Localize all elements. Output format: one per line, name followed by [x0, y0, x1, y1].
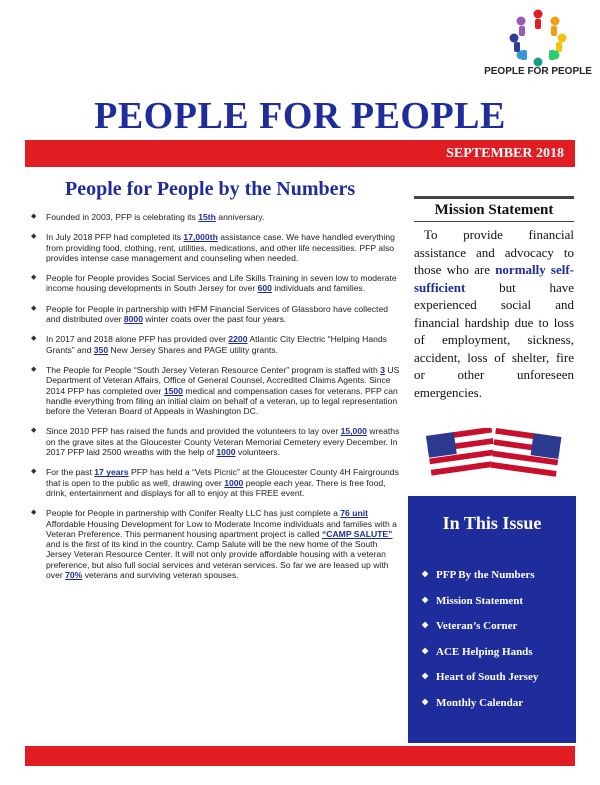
mission-text: To provide financial assistance and advocacy to those who are normally self-sufficient but have experienced social and financial hardship due to loss of employment, sickness, accident, loss of shelter, fire or other unforeseen emergencies. [414, 227, 574, 400]
mission-statement-box [414, 196, 574, 413]
issue-item: ◆ Heart of South Jersey [422, 671, 572, 697]
issue-item: ◆ Monthly Calendar [422, 697, 572, 723]
list-item: ◆ In July 2018 PFP had completed its 17,000th assistance case. We have handled everything from providing food, clothing, rent, utilities, medications, and other life necessities. PFP also provides intense case management and counseling when needed. [26, 232, 404, 263]
american-flags-image [414, 428, 574, 490]
list-item: ◆ People for People in partnership with HFM Financial Services of Glassboro have collected and distributed over 8000 winter coats over the past four years. [26, 304, 404, 325]
mission-title: Mission Statement [414, 199, 574, 222]
in-this-issue-box [408, 496, 576, 743]
section-title: People for People by the Numbers [65, 178, 356, 200]
list-item: ◆ In 2017 and 2018 alone PFP has provided over 2200 Atlantic City Electric “Helping Hands Grants” and 350 New Jersey Shares and PAGE utility grants. [26, 334, 404, 355]
numbers-list [26, 212, 404, 590]
issue-item: ◆ Veteran’s Corner [422, 620, 572, 646]
newsletter-title: PEOPLE FOR PEOPLE [94, 95, 506, 137]
list-item: ◆ People for People in partnership with Conifer Realty LLC has just complete a 76 unit Affordable Housing Development for Low to Moderate Income individuals and families with a Veteran Preference. This permanent housing apartment project is called “CAMP SALUTE” and is the first of its kind in the country. Camp Salute will be the new home of the South Jersey Veteran Resource Center. It will not only provide affordable housing with a veteran preference, but also full social services and veteran services. So far we are leased up with over 70% veterans and surviving veteran spouses. [26, 508, 404, 580]
list-item: ◆ Since 2010 PFP has raised the funds and provided the volunteers to lay over 15,000 wreaths on the grave sites at the Gloucester County Veteran Memorial Cemetery every December. In 2017 PFP laid 2500 wreaths with the help of 1000 volunteers. [26, 426, 404, 457]
in-this-issue-title: In This Issue [442, 513, 542, 533]
logo-caption: PEOPLE FOR PEOPLE [484, 66, 592, 77]
list-item: ◆ For the past 17 years PFP has held a “Vets Picnic” at the Gloucester County 4H Fairgrounds that is open to the public as well, drawing over 1000 people each year. There is free food, drink, entertainment and displays for all to enjoy at this FREE event. [26, 467, 404, 498]
issue-item: ◆ Mission Statement [422, 595, 572, 621]
issue-item: ◆ PFP By the Numbers [422, 569, 572, 595]
list-item: ◆ The People for People “South Jersey Veteran Resource Center” program is staffed with 3 US Department of Veteran Affairs, Office of General Counsel, Accredited Claims Agents. Since 2014 PFP has completed over 1500 medical and compensation cases for veterans. PFP can handle everything from filing an initial claim on behalf of a veteran, up to legal representation before the Veteran Board of Appeals in Washington DC. [26, 365, 404, 416]
in-this-issue-list [422, 569, 572, 722]
footer-red-bar [25, 746, 575, 766]
issue-item: ◆ ACE Helping Hands [422, 646, 572, 672]
list-item: ◆ People for People provides Social Services and Life Skills Training in seven low to moderate income housing developments in South Jersey for over 600 individuals and families. [26, 273, 404, 294]
list-item: ◆ Founded in 2003, PFP is celebrating its 15th anniversary. [26, 212, 404, 222]
issue-date: SEPTEMBER 2018 [446, 146, 564, 161]
